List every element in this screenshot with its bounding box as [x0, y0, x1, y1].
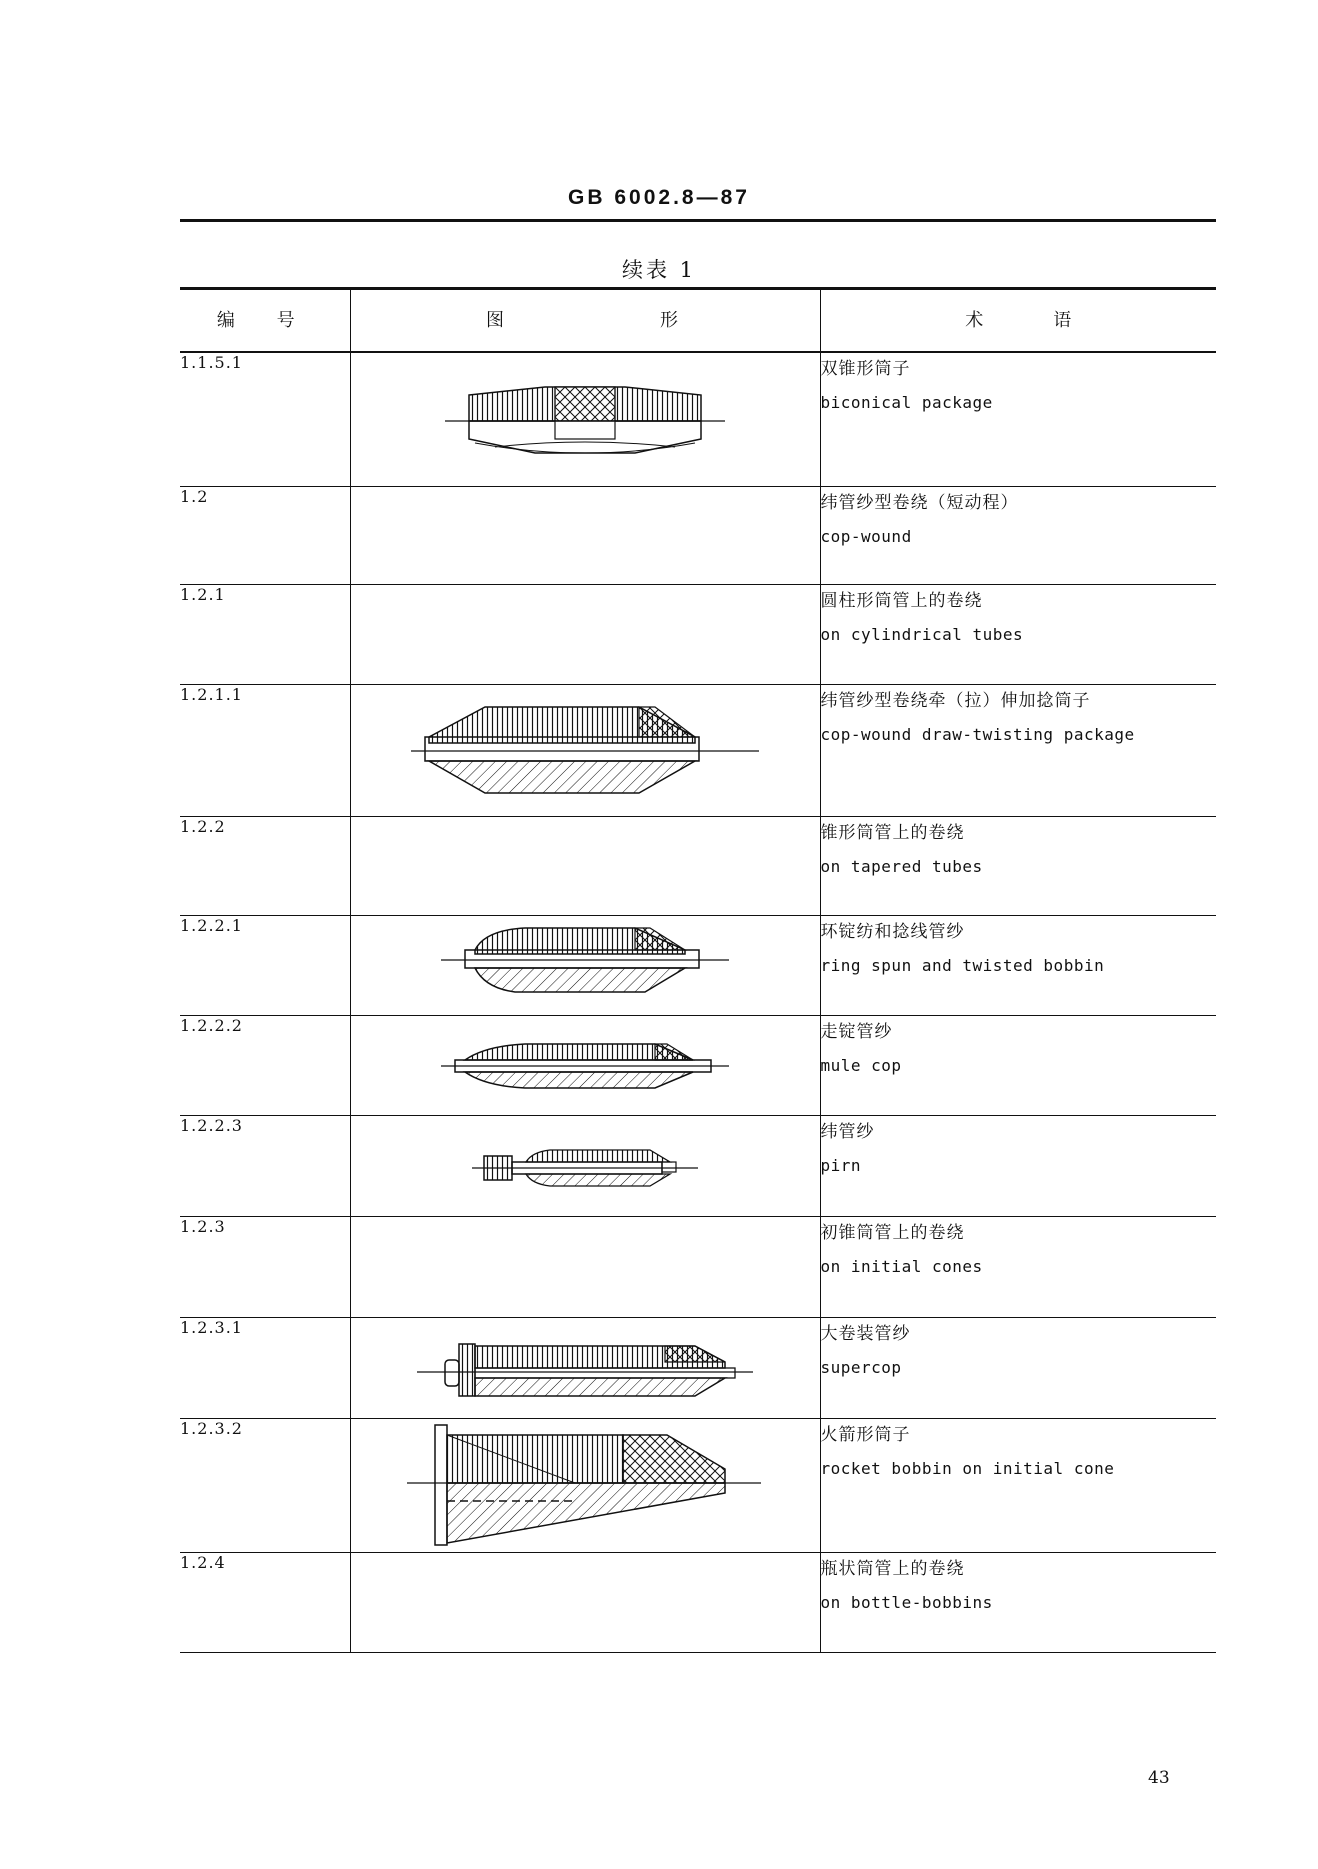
header-term-right: 语	[1053, 310, 1072, 331]
biconical-package-icon	[435, 367, 735, 477]
term-zh: 圆柱形筒管上的卷绕	[820, 590, 983, 611]
page-number: 43	[1148, 1768, 1170, 1788]
term-cell	[820, 915, 1216, 1015]
term-cell	[820, 1317, 1216, 1418]
term-zh: 纬管纱型卷绕牵（拉）伸加捻筒子	[820, 690, 1091, 711]
table-row	[180, 1115, 1216, 1216]
table-row	[180, 486, 1216, 584]
term-en: rocket bobbin on initial cone	[820, 1458, 1115, 1478]
table-row	[180, 816, 1216, 915]
figure-cell	[350, 1216, 820, 1317]
row-number: 1.2.2.1	[180, 915, 350, 1015]
ring-spun-bobbin-icon	[435, 920, 735, 1010]
term-cell	[820, 486, 1216, 584]
header-number: 编 号	[180, 287, 350, 352]
term-cell	[820, 352, 1216, 486]
term-zh: 大卷装管纱	[820, 1323, 911, 1344]
table-row	[180, 915, 1216, 1015]
term-zh: 纬管纱	[820, 1121, 875, 1142]
term-zh: 瓶状筒管上的卷绕	[820, 1558, 965, 1579]
figure-cell	[350, 486, 820, 584]
term-zh: 环锭纺和捻线管纱	[820, 921, 965, 942]
term-en: on initial cones	[820, 1256, 983, 1276]
term-cell	[820, 684, 1216, 816]
figure-cell	[350, 1317, 820, 1418]
table-row	[180, 684, 1216, 816]
row-number: 1.2.4	[180, 1552, 350, 1652]
term-en: cop-wound draw-twisting package	[820, 724, 1135, 744]
header-figure-left: 图	[486, 310, 510, 331]
document-code: GB 6002.8—87	[568, 186, 750, 209]
header-figure-right: 形	[660, 310, 684, 331]
row-number: 1.2.1	[180, 584, 350, 684]
term-cell	[820, 1216, 1216, 1317]
table-row	[180, 1418, 1216, 1552]
rocket-bobbin-icon	[405, 1421, 765, 1551]
header-term	[820, 287, 1216, 352]
term-en: on cylindrical tubes	[820, 624, 1024, 644]
term-zh: 双锥形筒子	[820, 359, 911, 379]
table-row	[180, 1216, 1216, 1317]
table-row	[180, 584, 1216, 684]
figure-cell	[350, 1418, 820, 1552]
table-row	[180, 1317, 1216, 1418]
term-zh: 锥形筒管上的卷绕	[820, 822, 965, 843]
figure-cell	[350, 1115, 820, 1216]
figure-cell	[350, 684, 820, 816]
term-cell	[820, 816, 1216, 915]
table-row	[180, 352, 1216, 486]
mule-cop-icon	[435, 1028, 735, 1104]
header-figure	[350, 287, 820, 352]
table-caption: 续表 1	[621, 258, 697, 282]
terms-table	[180, 287, 1216, 1653]
row-number: 1.2.1.1	[180, 684, 350, 816]
term-en: on tapered tubes	[820, 856, 983, 876]
term-cell	[820, 1115, 1216, 1216]
supercop-icon	[415, 1322, 755, 1412]
figure-cell	[350, 1015, 820, 1115]
term-zh: 火箭形筒子	[820, 1424, 911, 1445]
term-cell	[820, 584, 1216, 684]
row-number: 1.2.2.2	[180, 1015, 350, 1115]
term-en: cop-wound	[820, 526, 912, 546]
pirn-icon	[470, 1132, 700, 1202]
term-zh: 纬管纱型卷绕（短动程）	[820, 492, 1019, 513]
row-number: 1.2.3.2	[180, 1418, 350, 1552]
term-en: on bottle-bobbins	[820, 1592, 993, 1612]
row-number: 1.2.3.1	[180, 1317, 350, 1418]
figure-cell	[350, 352, 820, 486]
term-en: pirn	[820, 1155, 862, 1175]
figure-cell	[350, 915, 820, 1015]
draw-twisting-package-icon	[405, 693, 765, 809]
term-cell	[820, 1418, 1216, 1552]
term-cell	[820, 1552, 1216, 1652]
figure-cell	[350, 816, 820, 915]
row-number: 1.2.3	[180, 1216, 350, 1317]
term-en: ring spun and twisted bobbin	[820, 955, 1105, 975]
row-number: 1.2.2.3	[180, 1115, 350, 1216]
figure-cell	[350, 584, 820, 684]
term-zh: 走锭管纱	[820, 1021, 893, 1042]
term-en: mule cop	[820, 1055, 902, 1075]
table-row	[180, 1552, 1216, 1652]
row-number: 1.1.5.1	[180, 352, 350, 486]
table-header-row	[180, 287, 1216, 352]
term-cell	[820, 1015, 1216, 1115]
header-rule	[180, 219, 1216, 222]
term-en: biconical package	[820, 393, 993, 412]
figure-cell	[350, 1552, 820, 1652]
term-zh: 初锥筒管上的卷绕	[820, 1222, 965, 1243]
table-row	[180, 1015, 1216, 1115]
header-term-left: 术	[965, 310, 984, 331]
row-number: 1.2.2	[180, 816, 350, 915]
row-number: 1.2	[180, 486, 350, 584]
term-en: supercop	[820, 1357, 902, 1377]
